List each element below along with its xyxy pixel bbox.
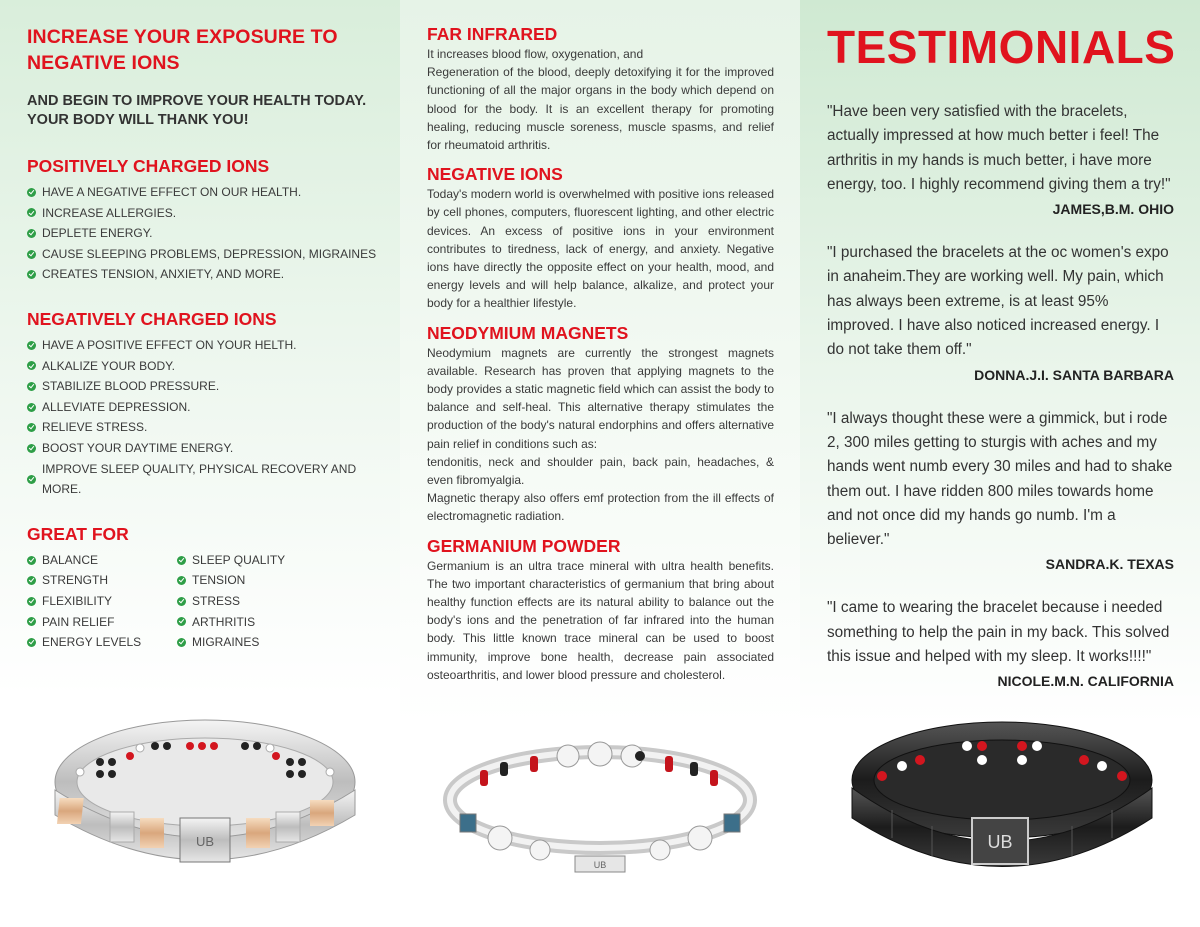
testimonial-text: "Have been very satisfied with the bracelets, actually impressed at how much better i feel! The arthritis in my hands is much better, i have more energy, too. I highly recommend giving them a try!": [827, 103, 1171, 193]
list-item-label: ENERGY LEVELS: [42, 635, 142, 650]
neodymium-magnets-section: [427, 323, 774, 526]
list-item-label: CREATES TENSION, ANXIETY, AND MORE.: [42, 267, 285, 282]
list-item-label: BALANCE: [42, 552, 99, 567]
list-item: [27, 438, 380, 459]
testimonial-author: SANDRA.K. TEXAS: [1045, 556, 1174, 573]
list-item-label: ARTHRITIS: [192, 614, 256, 629]
list-item: [27, 264, 380, 285]
gold-silver-bracelet-image: [40, 700, 370, 890]
negative-ions-section: [27, 309, 380, 500]
check-icon: [27, 341, 36, 350]
testimonial-text: "I always thought these were a gimmick, but i rode 2, 300 miles getting to sturgis with aches and my hands went numb every 30 miles and had to shake them out. I have ridden 800 miles towards home and not once did my hands go numb. I'm a believer.": [827, 409, 1173, 549]
page-heading: INCREASE YOUR EXPOSURE TO NEGATIVE IONS: [27, 26, 338, 74]
section-body: Regeneration of the blood, deeply detoxifying it for the improved functioning of all the major organs in the body which depend on blood for the body. It is an excellent therapy for promoting healing, reducing muscle soreness, muscle spasms, and relief for rheumatoid arthritis.: [427, 65, 774, 153]
list-item: [27, 550, 177, 571]
testimonial: [827, 100, 1174, 219]
list-item-label: INCREASE ALLERGIES.: [42, 205, 177, 220]
list-item: [27, 182, 380, 203]
list-item-label: TENSION: [192, 573, 246, 588]
bracelet-badge: UB: [593, 860, 607, 870]
list-item: [177, 612, 327, 633]
list-item-label: STRENGTH: [42, 573, 108, 588]
list-item: [177, 570, 327, 591]
testimonial-author: JAMES,B.M. OHIO: [1052, 201, 1174, 218]
list-item: [177, 632, 327, 653]
bracelet-badge: UB: [195, 834, 215, 849]
check-icon: [27, 270, 36, 279]
list-item-label: SLEEP QUALITY: [192, 552, 286, 567]
great-for-list-left: [27, 550, 177, 653]
check-icon: [177, 597, 186, 606]
list-item-label: BOOST YOUR DAYTIME ENERGY.: [42, 440, 234, 455]
bracelet-badge: UB: [987, 832, 1013, 852]
list-item-label: ALKALIZE YOUR BODY.: [42, 358, 175, 373]
list-item-label: CAUSE SLEEPING PROBLEMS, DEPRESSION, MIGRAINES: [42, 246, 377, 261]
list-item-label: FLEXIBILITY: [42, 593, 113, 608]
list-item-label: PAIN RELIEF: [42, 614, 115, 629]
negative-ions-section: [427, 164, 774, 312]
section-title: GERMANIUM POWDER: [427, 535, 621, 556]
great-for-list-right: [177, 550, 327, 653]
check-icon: [177, 556, 186, 565]
check-icon: [27, 638, 36, 647]
list-item-label: STRESS: [192, 593, 241, 608]
list-item: [27, 632, 177, 653]
testimonial-author: NICOLE.M.N. CALIFORNIA: [997, 673, 1174, 690]
far-infrared-section: [427, 24, 774, 154]
list-item-label: HAVE A NEGATIVE EFFECT ON OUR HEALTH.: [42, 185, 302, 199]
list-item: [27, 591, 177, 612]
testimonial-text: "I came to wearing the bracelet because i needed something to help the pain in my back. This solved this issue and helped with my sleep. It works!!!!": [827, 599, 1170, 666]
check-icon: [27, 188, 36, 197]
list-item: [27, 397, 380, 418]
list-item: [27, 223, 380, 244]
section-title: NEGATIVE IONS: [427, 164, 563, 185]
check-icon: [27, 617, 36, 626]
check-icon: [27, 475, 36, 484]
page-subheading: AND BEGIN TO IMPROVE YOUR HEALTH TODAY. YOUR BODY WILL THANK YOU!: [27, 93, 367, 128]
list-item-label: STABILIZE BLOOD PRESSURE.: [42, 379, 220, 394]
check-icon: [177, 576, 186, 585]
check-icon: [27, 444, 36, 453]
list-item: [27, 417, 380, 438]
list-item-label: DEPLETE ENERGY.: [42, 226, 153, 241]
check-icon: [27, 423, 36, 432]
check-icon: [27, 361, 36, 370]
list-item-label: ALLEVIATE DEPRESSION.: [42, 399, 191, 414]
section-body: Neodymium magnets are currently the strongest magnets available. Research has proven that applying magnets to the body provides a static magnetic field which can assist the body to balance and self-heal. This alternative therapy stimulates the production of the body's natural endorphins and offers alternative pain relief in conditions such as:: [427, 345, 774, 451]
section-title: FAR INFRARED: [427, 24, 558, 44]
check-icon: [27, 382, 36, 391]
list-item: [27, 570, 177, 591]
check-icon: [177, 617, 186, 626]
check-icon: [177, 638, 186, 647]
list-item: [27, 356, 380, 377]
check-icon: [27, 403, 36, 412]
great-for-section: [27, 524, 380, 653]
list-item-label: HAVE A POSITIVE EFFECT ON YOUR HELTH.: [42, 337, 297, 352]
list-item: [177, 550, 327, 571]
list-item: [177, 591, 327, 612]
check-icon: [27, 576, 36, 585]
list-item: [27, 612, 177, 633]
section-title: POSITIVELY CHARGED IONS: [27, 156, 270, 176]
panel-testimonials: [800, 0, 1200, 927]
check-icon: [27, 229, 36, 238]
testimonial: [827, 241, 1174, 384]
panel-technology: [400, 0, 800, 927]
positive-ions-section: [27, 156, 380, 285]
list-item: [27, 335, 380, 356]
black-bracelet-image: [842, 710, 1162, 890]
check-icon: [27, 597, 36, 606]
positive-ions-list: [27, 182, 380, 285]
list-item: [27, 203, 380, 224]
check-icon: [27, 556, 36, 565]
section-body: It increases blood flow, oxygenation, and: [427, 47, 644, 61]
check-icon: [27, 208, 36, 217]
list-item-label: MIGRAINES: [192, 635, 260, 650]
list-item-label: RELIEVE STRESS.: [42, 420, 148, 435]
section-body: Today's modern world is overwhelmed with positive ions released by cell phones, computers, fluorescent lighting, and other electric devices. An excess of positive ions in your environment contributes to tiredness, lack of energy, and anxiety. Negative ions have directly the opposite effect on your health, mood, and energy levels and will help balance, alkalize, and protect your body for a healthier lifestyle.: [427, 187, 774, 311]
testimonial: [827, 407, 1174, 575]
testimonial: [827, 596, 1174, 691]
testimonial-author: DONNA.J.I. SANTA BARBARA: [974, 366, 1174, 383]
testimonial-text: "I purchased the bracelets at the oc women's expo in anaheim.They are working well. My pain, which has always been extreme, is at least 95% improved. I have also noticed increased energy. I do not take them off.": [827, 244, 1169, 359]
check-icon: [27, 250, 36, 259]
list-item: [27, 376, 380, 397]
germanium-powder-section: [427, 536, 774, 684]
section-body: Magnetic therapy also offers emf protection from the ill effects of electromagnetic radiation.: [427, 491, 774, 524]
negative-ions-list: [27, 335, 380, 500]
section-body: Germanium is an ultra trace mineral with ultra health benefits. The two important characteristics of germanium that bring about healthy function effects are its natural ability to balance out the body's ions and the penetration of far infrared into the human body. This little known trace mineral can be used to boost immunity, improve bone health, decrease pain associated osteoarthritis, and lower blood pressure and cholesterol.: [427, 558, 774, 682]
section-title: NEGATIVELY CHARGED IONS: [27, 308, 277, 329]
section-body: tendonitis, neck and shoulder pain, back pain, headaches, & even fibromyalgia.: [427, 454, 774, 488]
section-title: NEODYMIUM MAGNETS: [427, 322, 629, 343]
testimonials-title: TESTIMONIALS: [827, 21, 1176, 73]
list-item: [27, 459, 380, 500]
slim-silver-bracelet-image: [440, 740, 760, 890]
panel-negative-ions: [0, 0, 400, 927]
list-item: [27, 244, 380, 265]
section-title: GREAT FOR: [27, 523, 129, 544]
list-item-label: IMPROVE SLEEP QUALITY, PHYSICAL RECOVERY AND MORE.: [42, 461, 357, 497]
